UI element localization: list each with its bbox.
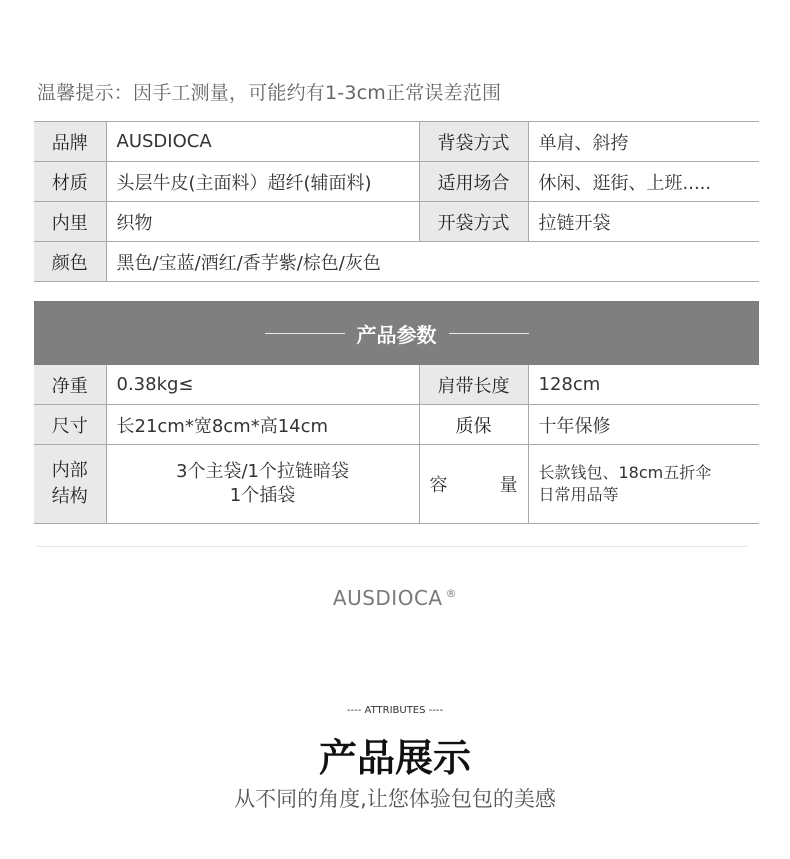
section-divider (37, 546, 747, 547)
structure-label-line-1: 内部 (51, 460, 88, 481)
table-row (34, 242, 759, 282)
banner-left-line (265, 333, 345, 334)
section-subtitle: 从不同的角度,让您体验包包的美感 (234, 787, 556, 811)
structure-value (106, 445, 419, 524)
basic-info-table (34, 121, 759, 282)
registered-symbol: ® (445, 587, 458, 601)
carry-label: 背袋方式 (419, 122, 528, 162)
table-row (34, 122, 759, 162)
size-value: 长21cm*宽8cm*高14cm (106, 405, 419, 445)
carry-value: 单肩、斜挎 (528, 122, 759, 162)
structure-value-line-1: 3个主袋/1个拉链暗袋 (176, 461, 349, 482)
params-banner (34, 301, 759, 365)
color-label: 颜色 (34, 242, 106, 282)
occasion-value: 休闲、逛街、上班..... (528, 162, 759, 202)
structure-label-line-2: 结构 (51, 486, 88, 507)
size-label: 尺寸 (34, 405, 106, 445)
structure-label (34, 445, 106, 524)
capacity-value-line-2: 日常用品等 (538, 485, 619, 504)
weight-label: 净重 (34, 365, 106, 405)
opening-value: 拉链开袋 (528, 202, 759, 242)
capacity-value (528, 445, 759, 524)
attributes-caption: ---- ATTRIBUTES ---- (346, 705, 444, 716)
material-label: 材质 (34, 162, 106, 202)
section-title: 产品展示 (318, 736, 471, 780)
table-row (34, 202, 759, 242)
params-table (34, 365, 759, 524)
lining-value: 织物 (106, 202, 419, 242)
structure-value-line-2: 1个插袋 (229, 485, 296, 506)
table-row (34, 162, 759, 202)
warranty-label: 质保 (419, 405, 528, 445)
weight-value: 0.38kg≤ (106, 365, 419, 405)
brand-name: AUSDIOCA (332, 586, 443, 610)
measurement-notice: 温馨提示：因手工测量，可能约有1-3cm正常误差范围 (37, 82, 502, 104)
banner-title: 产品参数 (356, 322, 437, 347)
strap-length-value: 128cm (528, 365, 759, 405)
occasion-label: 适用场合 (419, 162, 528, 202)
capacity-label-char-1: 容 (429, 475, 448, 496)
table-row (34, 365, 759, 405)
brand-label: 品牌 (34, 122, 106, 162)
lining-label: 内里 (34, 202, 106, 242)
capacity-label (419, 445, 528, 524)
strap-length-label: 肩带长度 (419, 365, 528, 405)
capacity-value-line-1: 长款钱包、18cm五折伞 (538, 463, 712, 482)
brand-mark (0, 586, 790, 610)
material-value: 头层牛皮(主面料）超纤(辅面料) (106, 162, 419, 202)
color-value: 黑色/宝蓝/酒红/香芋紫/棕色/灰色 (106, 242, 759, 282)
brand-value: AUSDIOCA (106, 122, 419, 162)
warranty-value: 十年保修 (528, 405, 759, 445)
opening-label: 开袋方式 (419, 202, 528, 242)
banner-right-line (449, 333, 529, 334)
table-row (34, 445, 759, 524)
capacity-label-char-2: 量 (499, 475, 518, 496)
table-row (34, 405, 759, 445)
